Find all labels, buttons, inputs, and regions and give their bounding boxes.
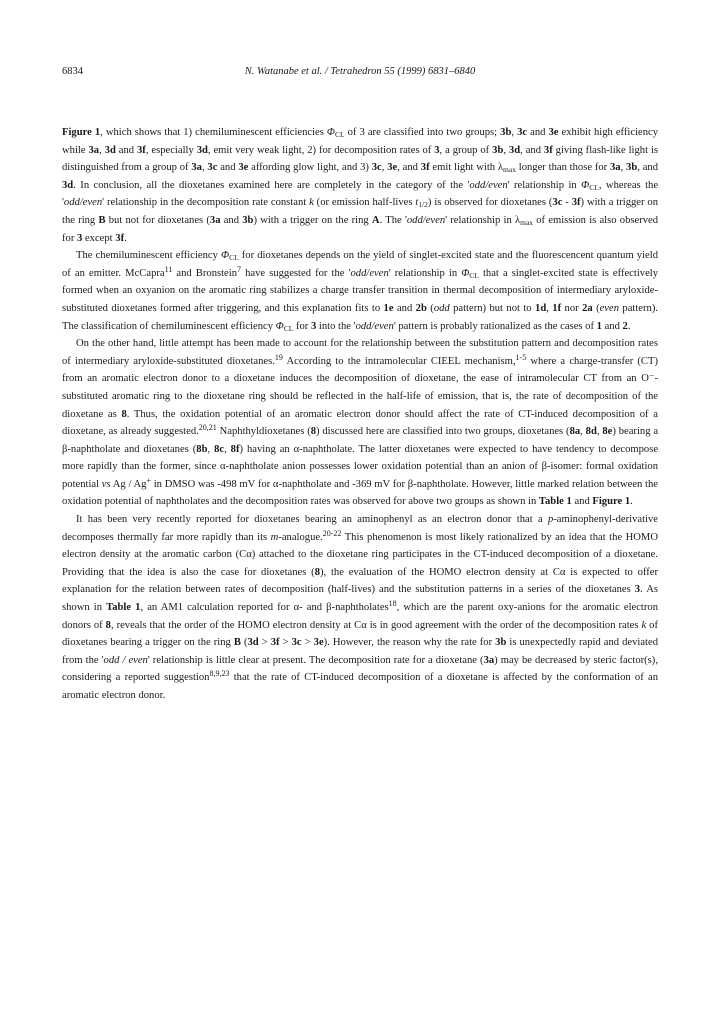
text-span: 20,21 <box>198 423 217 433</box>
text-span: emit light with λ <box>429 162 504 174</box>
text-span: B <box>233 637 241 649</box>
text-span: CL <box>335 130 345 139</box>
text-span: and <box>220 214 243 226</box>
text-span: pattern). The classification of chemiluminescent efficiency <box>62 302 659 332</box>
text-span: 3a <box>191 162 202 174</box>
text-span: . In conclusion, all the dioxetanes examined here are completely in the category of the ' <box>73 179 470 191</box>
text-span: , and <box>520 144 544 156</box>
text-span: ) may be decreased by steric factor(s), considering a reported suggestion <box>62 654 658 684</box>
text-span: 3e <box>238 162 249 174</box>
text-span: ) bearing a β-naphtholate and dioxetanes ( <box>62 426 659 455</box>
text-span: Figure 1 <box>62 127 101 138</box>
text-span: CL <box>469 270 479 280</box>
text-span: 3a <box>88 144 100 156</box>
text-span: Φ <box>275 320 284 332</box>
text-span: 19 <box>274 352 283 362</box>
text-span: ' relationship in λ <box>445 214 521 226</box>
text-span: 3f <box>115 232 125 244</box>
text-span: 3d <box>104 144 116 156</box>
text-span: It has been very recently reported for dioxetanes bearing an aminophenyl as an electron donor that a <box>76 514 548 526</box>
text-span: 8,9,23 <box>209 669 230 679</box>
text-span: ) with a trigger on the ring <box>62 197 659 226</box>
text-span: longer than those for <box>515 162 610 174</box>
text-span: 3f <box>137 144 146 156</box>
text-span: , <box>224 443 231 455</box>
text-span: 8 <box>121 408 127 420</box>
text-span: 3c <box>371 162 382 174</box>
text-span: , <box>511 127 518 138</box>
text-span: 2b <box>415 302 427 314</box>
text-span: 1-5 <box>515 352 527 362</box>
text-span: 11 <box>164 264 173 274</box>
text-span: 7 <box>237 264 242 274</box>
text-span: 8e <box>602 426 613 438</box>
text-span: t <box>415 197 419 209</box>
text-span: 8c <box>214 443 225 455</box>
text-span: , <box>580 426 586 438</box>
text-span: > <box>279 637 292 649</box>
text-span: 3b <box>492 144 504 156</box>
text-span: . <box>627 320 631 332</box>
text-span: 3f <box>270 637 280 649</box>
text-span: 1d <box>535 302 547 314</box>
text-span: and <box>217 162 239 174</box>
text-span: 1e <box>383 302 394 314</box>
text-span: , <box>207 443 215 455</box>
text-span: in DMSO was -498 mV for α-naphtholate and -369 mV for β-naphtholate. However, little marked relation between the oxidation potential of naphtholates and the decomposition rates was observed for above two groups as shown in <box>62 478 658 508</box>
text-span: The chemiluminescent efficiency <box>76 250 221 262</box>
text-span: ' relationship is little clear at present. The decomposition rate for a dioxetane ( <box>147 654 484 666</box>
text-span: 3d <box>62 179 74 191</box>
text-span: 1 <box>596 320 602 332</box>
text-span: affording glow light, and 3) <box>248 162 372 174</box>
text-span: Ag / Ag <box>110 478 147 490</box>
text-span: giving flash-like light is distinguished from a group of <box>62 144 659 174</box>
page-header <box>62 66 658 77</box>
text-span: . <box>124 232 127 244</box>
text-span: odd/even <box>355 320 394 332</box>
text-span: , emit very weak light, 2) for decomposition rates of <box>207 144 435 156</box>
text-span: , reveals that the order of the HOMO electron density at Cα is in good agreement with the order of the decomposition rates <box>110 619 642 631</box>
text-span: . Thus, the oxidation potential of an aromatic electron donor should affect the rate of CT-induced decomposition of a dioxetane, as already suggested. <box>62 408 658 438</box>
text-span: ' relationship in <box>388 267 462 279</box>
text-span: , <box>381 162 388 174</box>
text-span: of dioxetanes bearing a trigger on the ring <box>62 619 658 649</box>
text-span: but not for dioxetanes ( <box>105 214 210 226</box>
text-span: ), the evaluation of the HOMO electron density at Cα is expected to offer explanation for the relation between rates of decomposition (half-lives) and the substitution patterns in a series of the dioxetanes <box>62 566 658 596</box>
text-span: 3c <box>207 162 218 174</box>
text-span: 8a <box>569 426 581 438</box>
text-span: 8 <box>314 566 320 578</box>
text-span: ' relationship in <box>507 179 582 191</box>
text-span: ( <box>240 637 248 649</box>
text-span: ' pattern is probably rationalized as the cases of <box>393 320 597 332</box>
text-span: 20-22 <box>322 528 342 538</box>
paragraph-p3 <box>62 335 658 511</box>
text-span: B <box>98 214 106 226</box>
text-span: -analogue. <box>278 531 323 543</box>
text-span: odd / even <box>103 654 148 666</box>
text-span: 3f <box>420 162 430 174</box>
text-span: CL <box>229 253 239 263</box>
text-span: , especially <box>145 144 197 156</box>
text-span: 3c <box>517 127 528 138</box>
text-span: (or emission half-lives <box>313 197 416 209</box>
text-span: Φ <box>221 250 230 262</box>
text-span: ) with a trigger on the ring <box>253 214 372 226</box>
text-span: that a singlet-excited state is effectively formed when an oxyanion on the aromatic ring stabilizes a charge transfer transition in thermal decomposition of intermediary aryloxide-substituted dioxetanes formed after triggering, and this explanation fits to <box>62 267 659 314</box>
text-span: > <box>301 637 314 649</box>
text-span: 3b <box>626 162 638 174</box>
text-span: where a charge-transfer (CT) from an aromatic electron donor to a dioxetane induces the decomposition of dioxetane, the ease of intramolecular CT from an O⁻-substituted aromatic ring to the dioxetane ring should be reflected in the half-life of emission, that is, the rate of decomposition of the dioxetane as <box>62 355 658 420</box>
text-span: Φ <box>581 179 590 191</box>
text-span: odd <box>433 302 450 314</box>
text-span: p <box>547 514 554 526</box>
text-span: 3c <box>552 197 563 209</box>
text-span: , <box>596 426 603 438</box>
paragraph-p2 <box>62 247 658 335</box>
text-span: 3 <box>634 584 641 596</box>
text-span: , <box>546 302 553 314</box>
text-span: 3a <box>209 214 221 226</box>
text-span: , <box>503 144 509 156</box>
text-span: , <box>620 162 627 174</box>
text-span: , an AM1 calculation reported for α- and β-naphtholates <box>140 602 389 614</box>
text-span: ( <box>592 302 600 314</box>
text-span: 3e <box>313 637 324 649</box>
text-span: pattern) but not to <box>449 302 536 314</box>
text-span: 3b <box>495 637 507 649</box>
text-span: CL <box>589 182 599 192</box>
text-span: nor <box>561 302 583 314</box>
text-span: 1f <box>552 302 562 314</box>
text-span: , and <box>637 162 658 174</box>
text-span: 3a <box>483 654 495 666</box>
text-span: that the rate of CT-induced decomposition of a dioxetane is affected by the conformation of an aromatic electron donor. <box>62 672 658 701</box>
article-body <box>62 124 658 705</box>
paragraph-p1 <box>62 124 658 247</box>
text-span: of 3 are classified into two groups; <box>344 127 501 138</box>
text-span: . The ' <box>379 214 407 226</box>
text-span: , whereas the ' <box>62 179 659 209</box>
text-span: , which shows that 1) chemiluminescent efficiencies <box>100 127 327 138</box>
text-span: and <box>571 496 593 508</box>
text-span: ' relationship in the decomposition rate constant <box>102 197 310 209</box>
text-span: max <box>503 165 516 175</box>
text-span: 2a <box>582 302 593 314</box>
text-span: ) discussed here are classified into two groups, dioxetanes ( <box>316 426 570 438</box>
text-span: 3c <box>291 637 302 649</box>
text-span: 3e <box>548 127 559 138</box>
text-span: 3b <box>500 127 512 138</box>
text-span: even <box>599 302 620 314</box>
text-span: 18 <box>388 599 397 609</box>
text-span: 3a <box>610 162 621 174</box>
text-span: . As shown in <box>62 584 658 614</box>
text-span: . <box>630 496 633 508</box>
text-span: and <box>393 302 416 314</box>
text-span: 3b <box>242 214 254 226</box>
text-span: , and <box>397 162 421 174</box>
text-span: Φ <box>326 127 335 138</box>
text-span: and <box>115 144 137 156</box>
text-span: ) is observed for dioxetanes ( <box>427 197 553 209</box>
text-span: Table 1 <box>538 496 572 508</box>
text-span: > <box>258 637 271 649</box>
text-span: 3 <box>310 320 317 332</box>
text-span: On the other hand, little attempt has been made to account for the relationship between the substitution pattern and decomposition rates of intermediary aryloxide-substituted dioxetanes. <box>62 338 658 367</box>
text-span: and <box>601 320 623 332</box>
text-span: odd/even <box>469 179 508 191</box>
text-span: + <box>146 475 151 485</box>
text-span: A <box>371 214 380 226</box>
text-span: 8f <box>230 443 240 455</box>
text-span: 3d <box>508 144 521 156</box>
text-span: According to the intramolecular CIEEL mechanism, <box>282 355 516 367</box>
text-span: for dioxetanes depends on the yield of singlet-excited state and the fluorescencent quantum yield of an emitter. McCapra <box>62 250 658 279</box>
text-span: This phenomenon is most likely rationalized by an idea that the HOMO electron density at the aromatic carbon (Cα) attached to the dioxetane ring participates in the CT-induced decomposition of a dioxetane. Providing that the idea is also the case for dioxetanes ( <box>62 531 658 578</box>
text-span: - <box>562 197 572 209</box>
running-title: N. Watanabe et al. / Tetrahedron 55 (1999) 6831–6840 <box>244 66 476 77</box>
page-number: 6834 <box>62 66 83 77</box>
text-span: -aminophenyl-derivative decomposes thermally far more rapidly than its <box>62 514 658 543</box>
text-span: 3d <box>196 144 208 156</box>
text-span: ( <box>426 302 434 314</box>
text-span: into the ' <box>316 320 356 332</box>
text-span: 3f <box>543 144 553 156</box>
text-span: 3f <box>571 197 581 209</box>
text-span: 8 <box>105 619 111 631</box>
text-span: 8b <box>196 443 208 455</box>
text-span: odd/even <box>406 214 446 226</box>
text-span: CL <box>283 323 294 333</box>
text-span: , <box>99 144 105 156</box>
text-span: except <box>82 232 116 244</box>
text-span: odd/even <box>63 197 103 209</box>
text-span: for <box>293 320 311 332</box>
text-span: 8d <box>585 426 597 438</box>
text-span: vs <box>101 478 111 490</box>
text-span: 3e <box>387 162 398 174</box>
text-span: have suggested for the ' <box>241 267 351 279</box>
text-span: Φ <box>461 267 470 279</box>
text-span: k <box>309 197 314 209</box>
text-span: Naphthyldioxetanes ( <box>216 426 311 438</box>
text-span: m <box>270 531 279 543</box>
text-span: 3d <box>247 637 259 649</box>
text-span: , <box>201 162 208 174</box>
text-span: Figure 1 <box>592 496 631 508</box>
text-span: 1/2 <box>418 200 428 210</box>
text-span: odd/even <box>350 267 389 279</box>
text-span: 2 <box>622 320 628 332</box>
text-span: and Bronstein <box>172 267 238 279</box>
text-span: is unexpectedly rapid and deviated from the ' <box>62 637 658 666</box>
text-span: ) having an α-naphtholate. The latter dioxetanes were expected to have tendency to decompose more rapidly than the former, since α-naphtholate anion possesses lower oxidation potential than an anion of β-isomer: formal oxidation potential <box>62 443 659 490</box>
text-span: exhibit high efficiency while <box>62 127 659 156</box>
text-span: , a group of <box>439 144 493 156</box>
text-span: of emission is also observed for <box>62 214 659 244</box>
text-span: 3 <box>434 144 440 156</box>
text-span: and <box>527 127 549 138</box>
text-span: Table 1 <box>106 602 141 614</box>
text-span: , which are the parent oxy-anions for the aromatic electron donors of <box>62 602 658 631</box>
text-span: 8 <box>310 426 317 438</box>
text-span: 3 <box>77 232 83 244</box>
text-span: ). However, the reason why the rate for <box>323 637 496 649</box>
paragraph-p4 <box>62 511 658 705</box>
text-span: max <box>520 217 534 227</box>
text-span: k <box>641 619 647 631</box>
